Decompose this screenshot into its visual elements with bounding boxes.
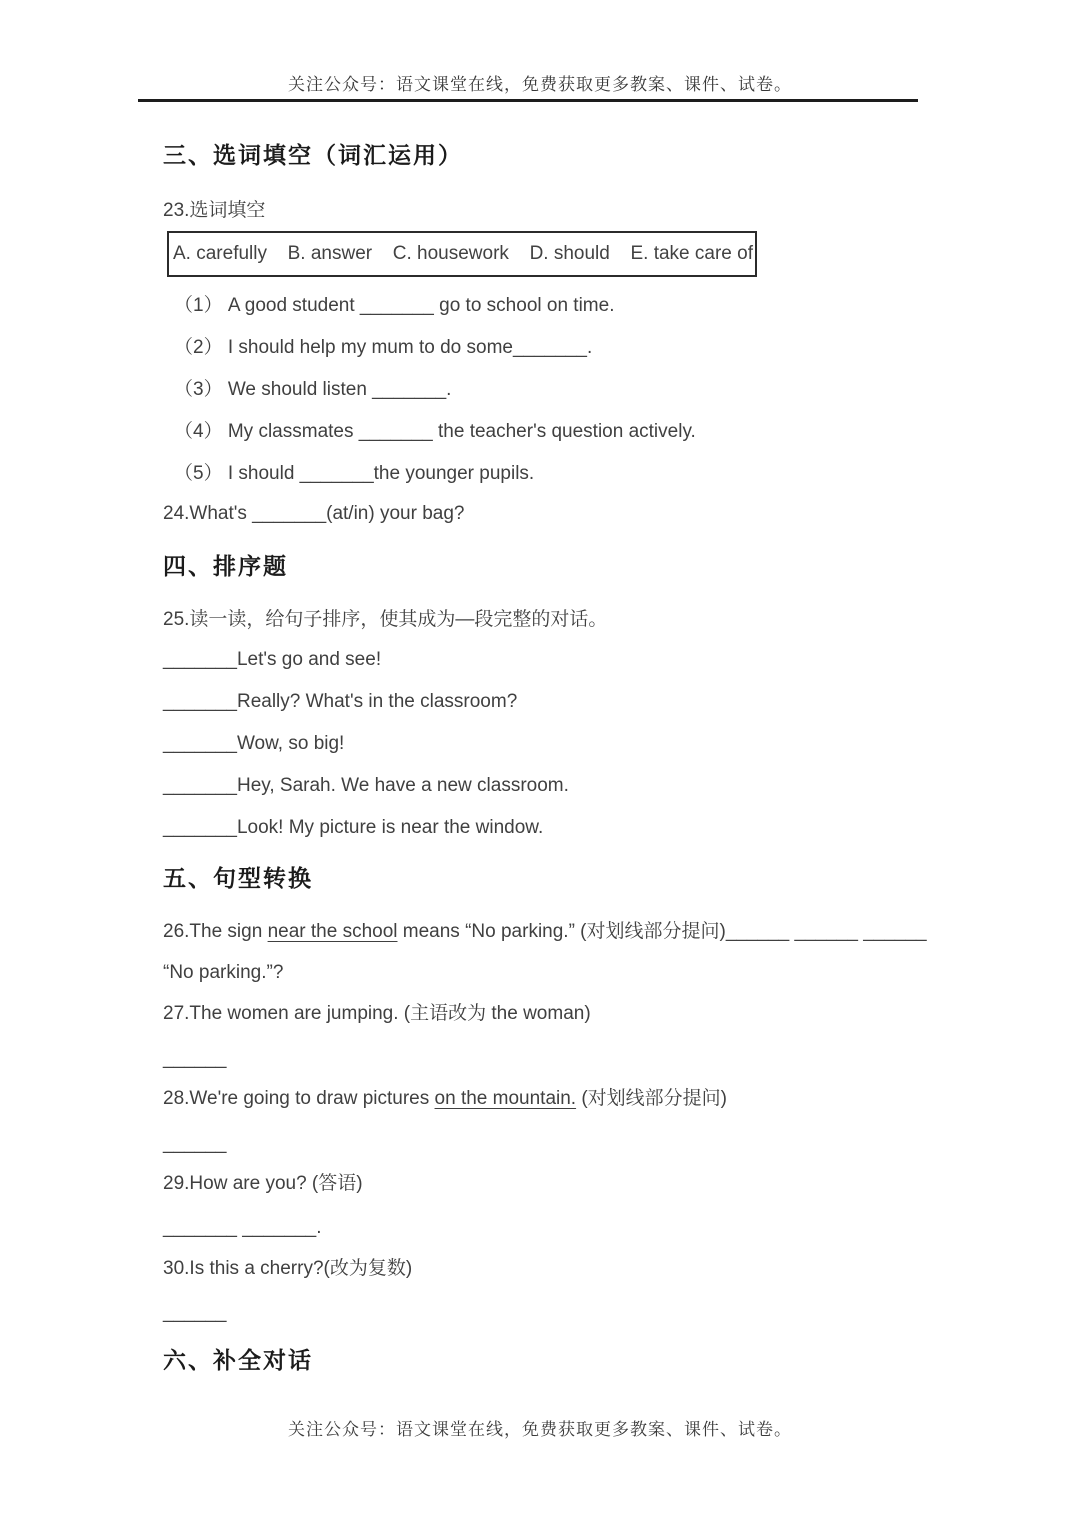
header-text: 关注公众号：语文课堂在线，免费获取更多教案、课件、试卷。 xyxy=(288,75,792,94)
q25-sentence-4: _______Hey, Sarah. We have a new classroom. xyxy=(163,775,569,796)
word-bank-option-e: E. take care of xyxy=(630,243,753,264)
q23-item-1: （1） A good student _______ go to school on time. xyxy=(174,295,615,316)
q23-item-3: （3） We should listen _______. xyxy=(174,379,452,400)
q23-item-5: （5） I should _______the younger pupils. xyxy=(174,463,535,484)
q28-prefix: 28.We're going to draw pictures xyxy=(163,1088,435,1109)
footer-text: 关注公众号：语文课堂在线，免费获取更多教案、课件、试卷。 xyxy=(288,1420,792,1439)
q30-answer-blank: ______ xyxy=(163,1302,227,1323)
q29-answer-blank: _______ _______. xyxy=(163,1217,322,1238)
q29-text: 29.How are you? (答语) xyxy=(163,1173,363,1194)
q23-label: 23.选词填空 xyxy=(163,200,266,221)
section6-title: 六、补全对话 xyxy=(163,1347,313,1373)
q28-underlined-phrase: on the mountain. xyxy=(434,1088,577,1109)
page-footer xyxy=(0,1415,1080,1440)
q28-answer-blank: ______ xyxy=(163,1133,227,1154)
q23-item-4: （4） My classmates _______ the teacher's question actively. xyxy=(174,421,696,442)
q25-label: 25.读一读，给句子排序，使其成为—段完整的对话。 xyxy=(163,609,608,630)
q26-prefix: 26.The sign xyxy=(163,921,268,942)
q27-answer-blank: ______ xyxy=(163,1048,227,1069)
section4-title: 四、排序题 xyxy=(163,553,288,579)
q25-sentence-2: _______Really? What's in the classroom? xyxy=(163,691,518,712)
q26-line2: “No parking.”? xyxy=(163,962,284,983)
q26-line1 xyxy=(163,919,938,945)
word-bank-box xyxy=(167,231,757,277)
section3-title: 三、选词填空（词汇运用） xyxy=(163,142,463,168)
q23-item-2: （2） I should help my mum to do some_______. xyxy=(174,337,593,358)
word-bank-option-d: D. should xyxy=(529,243,610,264)
q25-sentence-3: _______Wow, so big! xyxy=(163,733,345,754)
q30-text: 30.Is this a cherry?(改为复数) xyxy=(163,1258,413,1279)
word-bank-option-c: C. housework xyxy=(392,243,509,264)
q28-text xyxy=(163,1086,938,1112)
q28-suffix: (对划线部分提问) xyxy=(576,1088,728,1109)
q25-sentence-1: _______Let's go and see! xyxy=(163,649,382,670)
q25-sentence-5: _______Look! My picture is near the window. xyxy=(163,817,544,838)
q27-text: 27.The women are jumping. (主语改为 the woman) xyxy=(163,1003,591,1024)
q26-suffix: means “No parking.” (对划线部分提问)______ ______ ______ xyxy=(397,921,927,942)
q24-text: 24.What's _______(at/in) your bag? xyxy=(163,503,465,524)
worksheet-content xyxy=(163,0,938,1375)
q26-underlined-phrase: near the school xyxy=(267,921,398,942)
word-bank-option-a: A. carefully xyxy=(173,243,267,264)
section5-title: 五、句型转换 xyxy=(163,865,313,891)
word-bank-option-b: B. answer xyxy=(287,243,373,264)
